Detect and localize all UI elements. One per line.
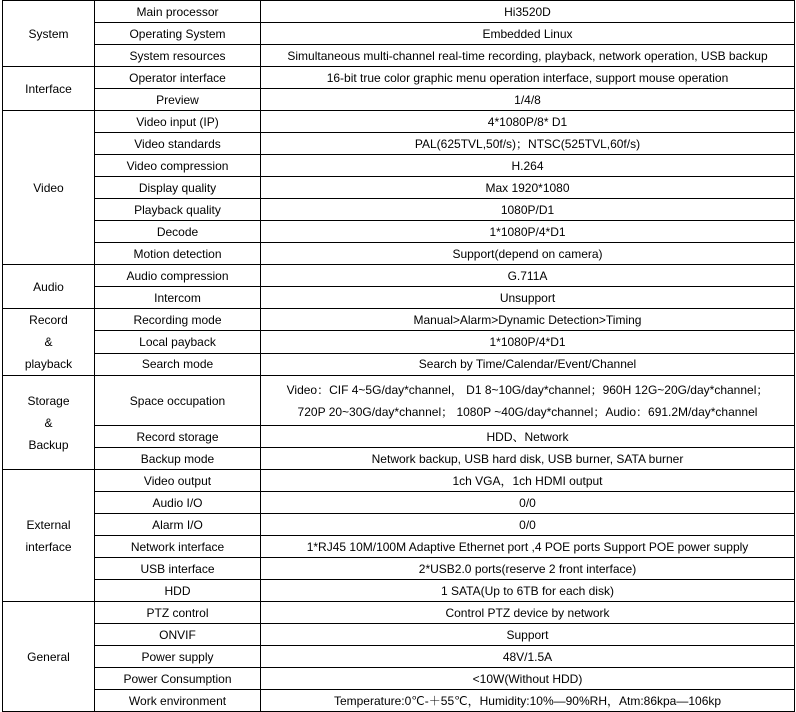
spec-label-operating-system: Operating System <box>95 23 261 45</box>
category-cell-storage-backup <box>3 376 95 470</box>
spec-value-operator-interface <box>261 67 795 89</box>
spec-value-line: 2*USB2.0 ports(reserve 2 front interface) <box>418 561 637 576</box>
category-label: Backup <box>28 437 69 452</box>
spec-label-ptz-control: PTZ control <box>95 602 261 624</box>
category-cell-record-playback <box>3 309 95 376</box>
table-row <box>3 45 795 67</box>
table-row <box>3 580 795 602</box>
spec-value-line: Support <box>506 627 549 642</box>
spec-value-line: 4*1080P/8* D1 <box>487 114 568 129</box>
spec-value-line: 1*1080P/4*D1 <box>489 334 566 349</box>
spec-value-line: Network backup, USB hard disk, USB burner, SATA burner <box>371 451 684 466</box>
spec-value-audio-i-o <box>261 492 795 514</box>
table-row <box>3 67 795 89</box>
spec-value-video-standards <box>261 133 795 155</box>
table-row <box>3 177 795 199</box>
spec-value-line: 1080P/D1 <box>500 202 555 217</box>
category-label: & <box>44 335 53 349</box>
spec-value-network-interface <box>261 536 795 558</box>
table-row <box>3 287 795 309</box>
spec-value-playback-quality <box>261 199 795 221</box>
spec-label-alarm-i-o: Alarm I/O <box>95 514 261 536</box>
spec-value-intercom <box>261 287 795 309</box>
spec-value-line: 1*RJ45 10M/100M Adaptive Ethernet port ,4 POE ports Support POE power supply <box>306 539 749 554</box>
spec-value-line: Temperature:0℃-＋55℃，Humidity:10%—90%RH，Atm:86kpa—106kp <box>333 693 722 708</box>
table-row <box>3 624 795 646</box>
category-label: Record <box>29 313 68 327</box>
spec-value-video-output <box>261 470 795 492</box>
spec-value-line: 16-bit true color graphic menu operation interface, support mouse operation <box>326 70 729 85</box>
table-row <box>3 1 795 23</box>
spec-value-hdd <box>261 580 795 602</box>
spec-value-recording-mode <box>261 309 795 331</box>
category-label: Video <box>33 180 64 195</box>
category-cell-video <box>3 111 95 265</box>
table-row <box>3 23 795 45</box>
spec-value-line: Support(depend on camera) <box>452 246 603 261</box>
spec-label-usb-interface: USB interface <box>95 558 261 580</box>
spec-value-line: 1ch VGA，1ch HDMI output <box>452 473 603 488</box>
spec-label-main-processor: Main processor <box>95 1 261 23</box>
category-cell-general <box>3 602 95 712</box>
category-cell-external-interface <box>3 470 95 602</box>
spec-value-line: Manual>Alarm>Dynamic Detection>Timing <box>413 312 642 327</box>
spec-label-video-output: Video output <box>95 470 261 492</box>
spec-table-body <box>3 1 795 712</box>
spec-label-system-resources: System resources <box>95 45 261 67</box>
table-row <box>3 265 795 287</box>
spec-label-hdd: HDD <box>95 580 261 602</box>
table-row <box>3 602 795 624</box>
spec-label-backup-mode: Backup mode <box>95 448 261 470</box>
spec-label-video-standards: Video standards <box>95 133 261 155</box>
table-row <box>3 243 795 265</box>
spec-label-power-supply: Power supply <box>95 646 261 668</box>
spec-label-network-interface: Network interface <box>95 536 261 558</box>
table-row <box>3 514 795 536</box>
category-label: interface <box>25 539 72 554</box>
spec-value-search-mode <box>261 353 795 375</box>
spec-value-line: H.264 <box>511 158 544 173</box>
category-label: Storage <box>27 393 70 408</box>
spec-value-video-input-ip <box>261 111 795 133</box>
spec-value-preview <box>261 89 795 111</box>
spec-label-video-input-ip: Video input (IP) <box>95 111 261 133</box>
table-row <box>3 536 795 558</box>
category-cell-interface <box>3 67 95 111</box>
table-row <box>3 155 795 177</box>
spec-value-audio-compression <box>261 265 795 287</box>
table-row <box>3 221 795 243</box>
spec-value-line: Max 1920*1080 <box>485 180 570 195</box>
spec-label-motion-detection: Motion detection <box>95 243 261 265</box>
spec-value-main-processor <box>261 1 795 23</box>
spec-value-line: 720P 20~30G/day*channel； 1080P ~40G/day*channel；Audio：691.2M/day*channel <box>297 404 758 419</box>
spec-value-usb-interface <box>261 558 795 580</box>
spec-value-line: Hi3520D <box>504 4 551 19</box>
spec-value-local-payback <box>261 331 795 353</box>
spec-value-space-occupation <box>261 376 795 426</box>
category-cell-audio <box>3 265 95 309</box>
table-row <box>3 470 795 492</box>
spec-label-video-compression: Video compression <box>95 155 261 177</box>
table-row <box>3 353 795 375</box>
spec-value-line: 48V/1.5A <box>502 649 553 664</box>
spec-value-ptz-control <box>261 602 795 624</box>
spec-value-line: Control PTZ device by network <box>445 605 610 620</box>
spec-label-record-storage: Record storage <box>95 426 261 448</box>
spec-table <box>2 0 795 712</box>
spec-label-display-quality: Display quality <box>95 177 261 199</box>
category-label: & <box>44 415 53 430</box>
table-row <box>3 111 795 133</box>
spec-value-line: Unsupport <box>499 290 556 305</box>
spec-value-line: HDD、Network <box>486 429 569 444</box>
spec-value-work-environment <box>261 690 795 712</box>
spec-value-alarm-i-o <box>261 514 795 536</box>
table-row <box>3 89 795 111</box>
category-label: Interface <box>25 81 72 96</box>
category-label: General <box>27 649 70 664</box>
spec-value-display-quality <box>261 177 795 199</box>
category-label: System <box>28 26 69 41</box>
table-row <box>3 448 795 470</box>
spec-value-power-supply <box>261 646 795 668</box>
spec-value-operating-system <box>261 23 795 45</box>
spec-value-record-storage <box>261 426 795 448</box>
spec-value-line: 0/0 <box>519 495 536 510</box>
spec-label-power-consumption: Power Consumption <box>95 668 261 690</box>
spec-value-backup-mode <box>261 448 795 470</box>
spec-label-playback-quality: Playback quality <box>95 199 261 221</box>
table-row <box>3 376 795 426</box>
spec-value-line: PAL(625TVL,50f/s)；NTSC(525TVL,60f/s) <box>414 136 641 151</box>
spec-value-line: Search by Time/Calendar/Event/Channel <box>418 357 637 372</box>
spec-value-line: 1/4/8 <box>514 92 541 107</box>
table-row <box>3 646 795 668</box>
spec-value-power-consumption <box>261 668 795 690</box>
table-row <box>3 309 795 331</box>
spec-value-line: 1*1080P/4*D1 <box>489 224 566 239</box>
table-row <box>3 492 795 514</box>
spec-value-decode <box>261 221 795 243</box>
table-row <box>3 133 795 155</box>
spec-value-line: Embedded Linux <box>482 26 573 41</box>
table-row <box>3 668 795 690</box>
spec-label-local-payback: Local payback <box>95 331 261 353</box>
table-row <box>3 331 795 353</box>
category-label: Audio <box>33 279 64 294</box>
category-label: External <box>26 517 71 532</box>
spec-label-recording-mode: Recording mode <box>95 309 261 331</box>
spec-label-operator-interface: Operator interface <box>95 67 261 89</box>
spec-value-onvif <box>261 624 795 646</box>
spec-label-space-occupation: Space occupation <box>95 376 261 426</box>
spec-value-line: G.711A <box>507 268 548 283</box>
spec-value-motion-detection <box>261 243 795 265</box>
spec-label-search-mode: Search mode <box>95 353 261 375</box>
spec-label-onvif: ONVIF <box>95 624 261 646</box>
category-label: playback <box>24 357 73 371</box>
spec-label-work-environment: Work environment <box>95 690 261 712</box>
spec-value-system-resources <box>261 45 795 67</box>
spec-label-audio-i-o: Audio I/O <box>95 492 261 514</box>
spec-value-line: <10W(Without HDD) <box>472 671 583 686</box>
spec-value-video-compression <box>261 155 795 177</box>
table-row <box>3 199 795 221</box>
spec-value-line: 0/0 <box>519 517 536 532</box>
category-cell-system <box>3 1 95 67</box>
spec-label-audio-compression: Audio compression <box>95 265 261 287</box>
spec-label-preview: Preview <box>95 89 261 111</box>
table-row <box>3 558 795 580</box>
spec-value-line: Simultaneous multi-channel real-time recording, playback, network operation, USB backup <box>287 48 768 63</box>
spec-value-line: Video：CIF 4~5G/day*channel， D1 8~10G/day*channel；960H 12G~20G/day*channel； <box>286 382 769 397</box>
table-row <box>3 426 795 448</box>
table-row <box>3 690 795 712</box>
spec-label-intercom: Intercom <box>95 287 261 309</box>
spec-value-line: 1 SATA(Up to 6TB for each disk) <box>441 583 614 598</box>
spec-label-decode: Decode <box>95 221 261 243</box>
